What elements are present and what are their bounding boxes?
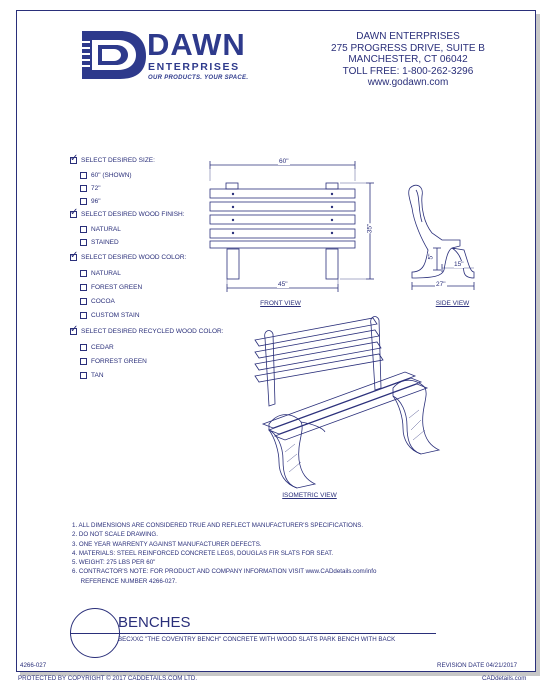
company-address-line1: 275 PROGRESS DRIVE, SUITE B (331, 42, 485, 54)
front-height-dimension: 35" (366, 223, 374, 234)
sheet-subtitle: BECXXC "THE COVENTRY BENCH" CONCRETE WITH WOOD SLATS PARK BENCH WITH BACK (118, 636, 396, 643)
company-website: www.godawn.com (367, 77, 449, 88)
option-checkbox[interactable] (80, 312, 87, 319)
option-checkbox[interactable] (80, 284, 87, 291)
finish-heading-text: SELECT DESIRED WOOD FINISH: (81, 210, 185, 218)
notes-list (72, 521, 452, 586)
company-name: DAWN ENTERPRISES (356, 31, 460, 42)
option-label: CUSTOM STAIN (91, 311, 140, 319)
option-checkbox[interactable] (80, 198, 87, 205)
option-label: TAN (91, 371, 104, 379)
revision-date: REVISION DATE 04/21/2017 (437, 662, 518, 669)
side-view-drawing (398, 178, 498, 298)
option-checkbox[interactable] (80, 344, 87, 351)
option-checkbox[interactable] (80, 270, 87, 277)
front-view-label: FRONT VIEW (260, 300, 301, 307)
option-item (80, 310, 240, 320)
option-item (80, 356, 240, 366)
note-item: REFERENCE NUMBER 4266-027. (72, 577, 177, 585)
side-depth-dimension: 27" (436, 281, 446, 288)
option-label: NATURAL (91, 269, 121, 277)
option-checkbox[interactable] (80, 239, 87, 246)
copyright-text: PROTECTED BY COPYRIGHT © 2017 CADDETAILS.COM LTD. (18, 675, 198, 682)
front-width-dimension: 60" (279, 158, 289, 165)
note-item: 2. DO NOT SCALE DRAWING. (72, 531, 158, 539)
option-label: STAINED (91, 238, 119, 246)
logo-subtitle: ENTERPRISES (148, 61, 240, 73)
isometric-view-drawing (245, 312, 450, 492)
company-address-line2: MANCHESTER, CT 06042 (348, 54, 468, 65)
company-phone: TOLL FREE: 1-800-262-3296 (342, 65, 474, 77)
recycled-heading-text: SELECT DESIRED RECYCLED WOOD COLOR: (81, 327, 224, 335)
option-checkbox[interactable] (80, 372, 87, 379)
option-checkbox[interactable] (80, 185, 87, 192)
side-seat-dimension: 15" (454, 261, 464, 268)
note-item: 4. MATERIALS: STEEL REINFORCED CONCRETE LEGS, DOUGLAS FIR SLATS FOR SEAT. (72, 549, 334, 557)
side-low-dimension: 5" (427, 253, 435, 260)
option-label: 72" (91, 184, 101, 192)
option-label: COCOA (91, 297, 115, 305)
option-checkbox[interactable] (80, 298, 87, 305)
sheet-title: BENCHES (118, 614, 191, 631)
side-view-label: SIDE VIEW (435, 300, 470, 307)
finish-checkbox[interactable] (70, 211, 77, 218)
logo-wordmark: DAWN (147, 27, 246, 62)
option-label: FORREST GREEN (91, 357, 147, 365)
color-checkbox[interactable] (70, 254, 77, 261)
title-divider (70, 633, 436, 634)
option-item (80, 370, 240, 380)
option-label: FOREST GREEN (91, 283, 143, 291)
reference-number: 4266-027 (20, 662, 47, 669)
company-info (318, 31, 498, 89)
note-item: 3. ONE YEAR WARRENTY AGAINST MANUFACTURER DEFECTS. (72, 540, 262, 548)
option-label: 60" (SHOWN) (91, 171, 132, 179)
option-item (80, 342, 240, 352)
option-label: 96" (91, 197, 101, 205)
option-label: CEDAR (91, 343, 114, 351)
size-checkbox[interactable] (70, 157, 77, 164)
note-item: 5. WEIGHT: 275 LBS PER 60" (72, 559, 156, 567)
note-item: 1. ALL DIMENSIONS ARE CONSIDERED TRUE AND REFLECT MANUFACTURER'S SPECIFICATIONS. (72, 522, 364, 529)
option-checkbox[interactable] (80, 358, 87, 365)
caddetails-link[interactable]: CADdetails.com (482, 675, 527, 682)
front-view-drawing (200, 155, 390, 300)
option-checkbox[interactable] (80, 226, 87, 233)
option-label: NATURAL (91, 225, 121, 233)
front-base-dimension: 45" (278, 281, 288, 288)
logo-tagline: OUR PRODUCTS. YOUR SPACE. (148, 75, 249, 81)
color-heading-text: SELECT DESIRED WOOD COLOR: (81, 253, 187, 261)
size-heading-text: SELECT DESIRED SIZE: (81, 156, 155, 164)
recycled-heading (70, 326, 240, 336)
isometric-view-label: ISOMETRIC VIEW (282, 492, 337, 499)
option-checkbox[interactable] (80, 172, 87, 179)
note-item: 6. CONTRACTOR'S NOTE: FOR PRODUCT AND COMPANY INFORMATION VISIT www.CADdetails.com/info (72, 568, 377, 576)
dawn-logo-icon (80, 28, 150, 82)
recycled-checkbox[interactable] (70, 328, 77, 335)
